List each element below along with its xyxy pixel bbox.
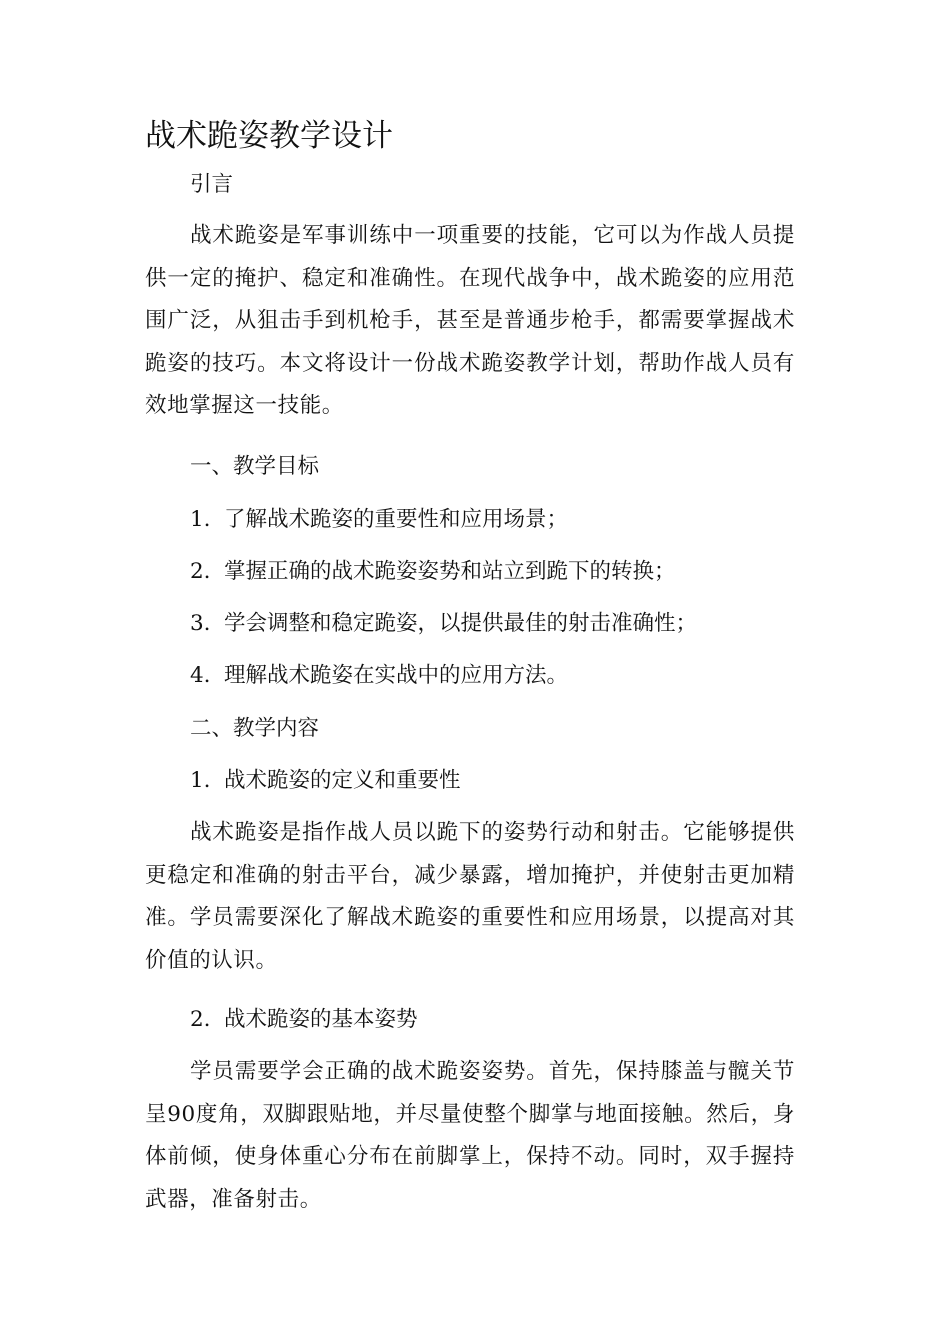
objective-number: 2.: [190, 559, 211, 584]
content-subheading: [190, 766, 461, 796]
intro-paragraph: 战术跪姿是军事训练中一项重要的技能，它可以为作战人员提供一定的掩护、稳定和准确性。在现代战争中，战术跪姿的应用范围广泛，从狙击手到机枪手，甚至是普通步枪手，都需要掌握战术跪姿的技巧。本文将设计一份战术跪姿教学计划，帮助作战人员有效地掌握这一技能。: [145, 223, 795, 418]
objective-item: [190, 557, 676, 587]
document-title: 战术跪姿教学设计: [145, 118, 393, 154]
objective-number: 3.: [190, 611, 211, 636]
objective-item: [190, 609, 697, 639]
objective-item: [190, 505, 568, 535]
objective-text: 了解战术跪姿的重要性和应用场景；: [224, 507, 569, 532]
content-paragraph: 学员需要学会正确的战术跪姿姿势。首先，保持膝盖与髋关节呈90度角，双脚跟贴地，并尽量使整个脚掌与地面接触。然后，身体前倾，使身体重心分布在前脚掌上，保持不动。同时，双手握持武器，准备射击。: [145, 1059, 795, 1212]
content-subheading-text: 战术跪姿的基本姿势: [224, 1007, 418, 1032]
objective-number: 1.: [190, 507, 211, 532]
content-number: 2.: [190, 1007, 211, 1032]
intro-heading: 引言: [190, 172, 234, 197]
objective-text: 掌握正确的战术跪姿姿势和站立到跪下的转换；: [224, 559, 676, 584]
section-heading-content: 二、教学内容: [190, 716, 320, 741]
objective-text: 理解战术跪姿在实战中的应用方法。: [224, 663, 569, 688]
content-subheading-text: 战术跪姿的定义和重要性: [224, 768, 461, 793]
objective-item: [190, 661, 568, 691]
content-subheading: [190, 1005, 418, 1035]
objective-number: 4.: [190, 663, 211, 688]
content-number: 1.: [190, 768, 211, 793]
section-heading-objectives: 一、教学目标: [190, 454, 320, 479]
content-paragraph: 战术跪姿是指作战人员以跪下的姿势行动和射击。它能够提供更稳定和准确的射击平台，减少暴露，增加掩护，并使射击更加精准。学员需要深化了解战术跪姿的重要性和应用场景，以提高对其价值的认识。: [145, 820, 795, 973]
objective-text: 学会调整和稳定跪姿，以提供最佳的射击准确性；: [224, 611, 698, 636]
